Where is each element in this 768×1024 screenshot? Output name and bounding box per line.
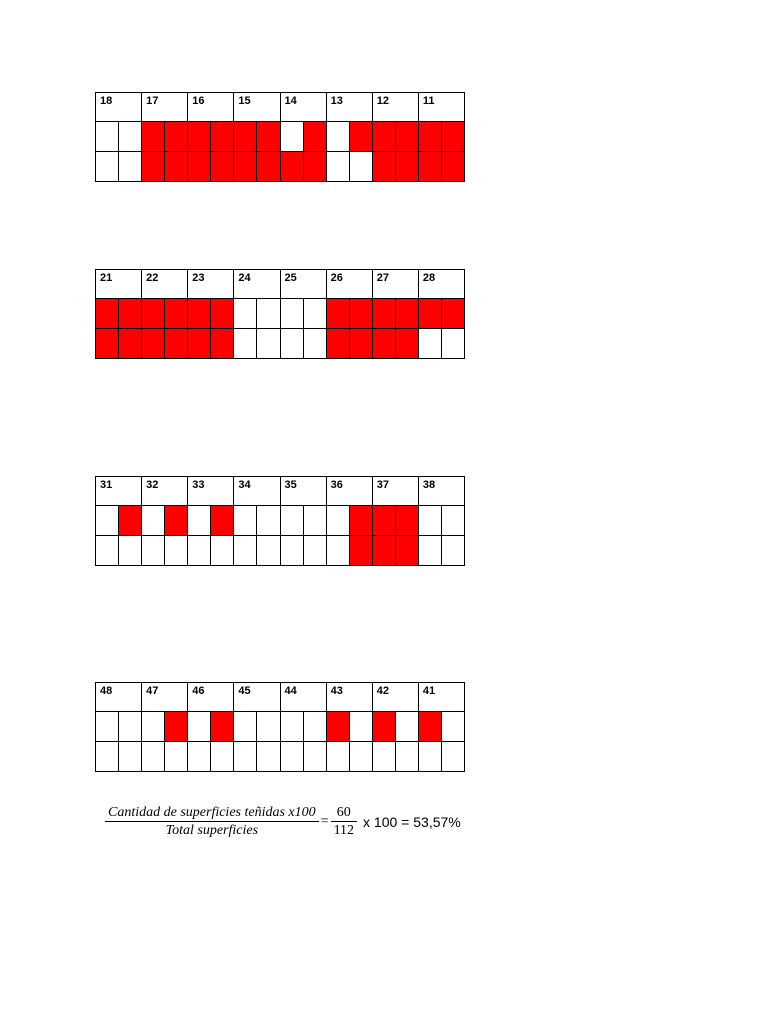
surface-cell <box>326 536 349 566</box>
surface-cell-stained <box>188 122 211 152</box>
formula-result: x 100 = 53,57% <box>363 813 461 830</box>
surface-cell <box>418 506 441 536</box>
tooth-grid <box>95 92 465 182</box>
surface-row <box>96 506 465 536</box>
surface-cell <box>372 742 395 772</box>
surface-cell <box>96 742 119 772</box>
surface-cell <box>234 506 257 536</box>
tooth-number: 22 <box>142 270 188 299</box>
surface-cell-stained <box>418 299 441 329</box>
surface-cell <box>441 742 464 772</box>
tooth-number: 21 <box>96 270 142 299</box>
surface-cell <box>96 506 119 536</box>
tooth-chart-quadrant-1 <box>95 92 465 182</box>
surface-cell-stained <box>441 152 464 182</box>
surface-cell <box>349 712 372 742</box>
surface-cell <box>96 152 119 182</box>
surface-cell <box>142 742 165 772</box>
surface-cell-stained <box>418 152 441 182</box>
tooth-number: 46 <box>188 683 234 712</box>
tooth-number: 14 <box>280 93 326 122</box>
surface-cell-stained <box>349 329 372 359</box>
surface-cell-stained <box>188 152 211 182</box>
surface-cell-stained <box>326 299 349 329</box>
tooth-number: 27 <box>372 270 418 299</box>
surface-cell-stained <box>211 122 234 152</box>
surface-cell-stained <box>142 329 165 359</box>
value-denominator: 112 <box>333 823 355 838</box>
surface-cell <box>303 536 326 566</box>
tooth-number: 37 <box>372 477 418 506</box>
surface-cell <box>188 536 211 566</box>
tooth-number: 35 <box>280 477 326 506</box>
surface-cell <box>441 506 464 536</box>
tooth-number: 25 <box>280 270 326 299</box>
tooth-number: 26 <box>326 270 372 299</box>
surface-cell-stained <box>349 506 372 536</box>
tooth-number: 12 <box>372 93 418 122</box>
surface-cell <box>303 712 326 742</box>
surface-cell-stained <box>395 299 418 329</box>
surface-cell-stained <box>119 299 142 329</box>
surface-cell <box>119 536 142 566</box>
surface-cell <box>188 742 211 772</box>
surface-cell-stained <box>142 152 165 182</box>
tooth-number: 45 <box>234 683 280 712</box>
surface-cell-stained <box>211 329 234 359</box>
surface-cell <box>234 742 257 772</box>
surface-cell-stained <box>165 506 188 536</box>
formula-denominator: Total superficies <box>165 823 259 838</box>
value-fraction <box>331 804 357 839</box>
surface-cell-stained <box>119 506 142 536</box>
surface-cell <box>303 506 326 536</box>
surface-cell-stained <box>257 122 280 152</box>
surface-cell <box>96 122 119 152</box>
surface-cell-stained <box>280 152 303 182</box>
surface-cell-stained <box>326 712 349 742</box>
surface-cell-stained <box>372 122 395 152</box>
tooth-number: 47 <box>142 683 188 712</box>
surface-cell <box>441 329 464 359</box>
surface-cell <box>280 742 303 772</box>
surface-cell <box>303 299 326 329</box>
surface-cell-stained <box>395 506 418 536</box>
surface-cell <box>119 742 142 772</box>
surface-cell <box>280 506 303 536</box>
surface-cell-stained <box>96 299 119 329</box>
surface-cell <box>257 712 280 742</box>
plaque-index-formula <box>105 804 461 839</box>
surface-cell-stained <box>142 299 165 329</box>
tooth-chart-quadrant-2 <box>95 269 465 359</box>
surface-cell-stained <box>372 329 395 359</box>
surface-cell-stained <box>349 299 372 329</box>
surface-cell-stained <box>257 152 280 182</box>
tooth-number: 43 <box>326 683 372 712</box>
surface-cell-stained <box>188 299 211 329</box>
surface-cell-stained <box>234 152 257 182</box>
surface-cell <box>96 536 119 566</box>
surface-cell-stained <box>211 712 234 742</box>
surface-cell <box>119 712 142 742</box>
tooth-number: 23 <box>188 270 234 299</box>
surface-cell <box>234 329 257 359</box>
surface-cell-stained <box>211 506 234 536</box>
surface-cell <box>349 742 372 772</box>
surface-cell <box>234 712 257 742</box>
surface-cell-stained <box>303 152 326 182</box>
tooth-number: 44 <box>280 683 326 712</box>
tooth-number: 41 <box>418 683 464 712</box>
tooth-number-row <box>96 683 465 712</box>
tooth-grid <box>95 269 465 359</box>
surface-cell <box>326 506 349 536</box>
surface-cell <box>326 152 349 182</box>
surface-cell-stained <box>372 712 395 742</box>
tooth-number-row <box>96 93 465 122</box>
tooth-grid <box>95 476 465 566</box>
surface-cell <box>257 536 280 566</box>
surface-cell-stained <box>349 536 372 566</box>
formula-numerator: Cantidad de superficies teñidas x100 <box>108 805 316 820</box>
surface-cell-stained <box>326 329 349 359</box>
surface-row <box>96 329 465 359</box>
surface-cell <box>349 152 372 182</box>
surface-cell <box>441 536 464 566</box>
tooth-number: 17 <box>142 93 188 122</box>
surface-cell-stained <box>165 329 188 359</box>
surface-cell-stained <box>96 329 119 359</box>
tooth-chart-quadrant-3 <box>95 476 465 566</box>
surface-cell <box>119 152 142 182</box>
surface-cell-stained <box>211 299 234 329</box>
surface-cell <box>257 299 280 329</box>
surface-row <box>96 742 465 772</box>
tooth-number: 33 <box>188 477 234 506</box>
surface-cell-stained <box>303 122 326 152</box>
value-numerator: 60 <box>336 805 351 820</box>
surface-cell <box>326 122 349 152</box>
surface-cell <box>441 712 464 742</box>
surface-row <box>96 536 465 566</box>
surface-cell-stained <box>188 329 211 359</box>
surface-cell <box>165 742 188 772</box>
surface-cell-stained <box>119 329 142 359</box>
surface-cell <box>211 536 234 566</box>
surface-cell <box>188 506 211 536</box>
tooth-number-row <box>96 477 465 506</box>
surface-cell <box>257 329 280 359</box>
tooth-number-row <box>96 270 465 299</box>
surface-cell <box>234 299 257 329</box>
surface-row <box>96 299 465 329</box>
surface-cell-stained <box>395 329 418 359</box>
tooth-number: 38 <box>418 477 464 506</box>
tooth-number: 31 <box>96 477 142 506</box>
surface-cell <box>280 712 303 742</box>
tooth-number: 16 <box>188 93 234 122</box>
formula-equals: = <box>320 813 329 829</box>
surface-cell-stained <box>349 122 372 152</box>
surface-cell <box>303 742 326 772</box>
tooth-number: 36 <box>326 477 372 506</box>
surface-cell-stained <box>395 536 418 566</box>
surface-cell <box>395 742 418 772</box>
surface-cell <box>280 536 303 566</box>
surface-cell-stained <box>142 122 165 152</box>
surface-cell <box>211 742 234 772</box>
surface-row <box>96 152 465 182</box>
surface-cell <box>303 329 326 359</box>
surface-cell-stained <box>372 299 395 329</box>
tooth-number: 28 <box>418 270 464 299</box>
tooth-number: 18 <box>96 93 142 122</box>
surface-row <box>96 122 465 152</box>
surface-row <box>96 712 465 742</box>
surface-cell <box>165 536 188 566</box>
surface-cell <box>234 536 257 566</box>
tooth-number: 11 <box>418 93 464 122</box>
surface-cell <box>418 536 441 566</box>
surface-cell <box>395 712 418 742</box>
tooth-number: 13 <box>326 93 372 122</box>
surface-cell-stained <box>372 536 395 566</box>
surface-cell-stained <box>165 299 188 329</box>
surface-cell <box>142 536 165 566</box>
surface-cell <box>280 299 303 329</box>
surface-cell-stained <box>211 152 234 182</box>
tooth-number: 34 <box>234 477 280 506</box>
surface-cell <box>280 122 303 152</box>
surface-cell-stained <box>372 506 395 536</box>
tooth-grid <box>95 682 465 772</box>
surface-cell <box>280 329 303 359</box>
surface-cell-stained <box>372 152 395 182</box>
surface-cell <box>257 506 280 536</box>
tooth-number: 48 <box>96 683 142 712</box>
surface-cell <box>142 712 165 742</box>
surface-cell-stained <box>395 152 418 182</box>
surface-cell-stained <box>234 122 257 152</box>
tooth-chart-quadrant-4 <box>95 682 465 772</box>
surface-cell-stained <box>441 299 464 329</box>
surface-cell <box>257 742 280 772</box>
surface-cell <box>326 742 349 772</box>
tooth-number: 24 <box>234 270 280 299</box>
surface-cell-stained <box>418 122 441 152</box>
tooth-number: 32 <box>142 477 188 506</box>
surface-cell <box>418 742 441 772</box>
surface-cell-stained <box>395 122 418 152</box>
surface-cell <box>119 122 142 152</box>
tooth-number: 42 <box>372 683 418 712</box>
surface-cell-stained <box>165 152 188 182</box>
surface-cell-stained <box>441 122 464 152</box>
surface-cell <box>418 329 441 359</box>
surface-cell-stained <box>418 712 441 742</box>
tooth-number: 15 <box>234 93 280 122</box>
surface-cell <box>142 506 165 536</box>
surface-cell <box>96 712 119 742</box>
surface-cell-stained <box>165 122 188 152</box>
formula-fraction <box>105 804 319 839</box>
surface-cell <box>188 712 211 742</box>
surface-cell-stained <box>165 712 188 742</box>
